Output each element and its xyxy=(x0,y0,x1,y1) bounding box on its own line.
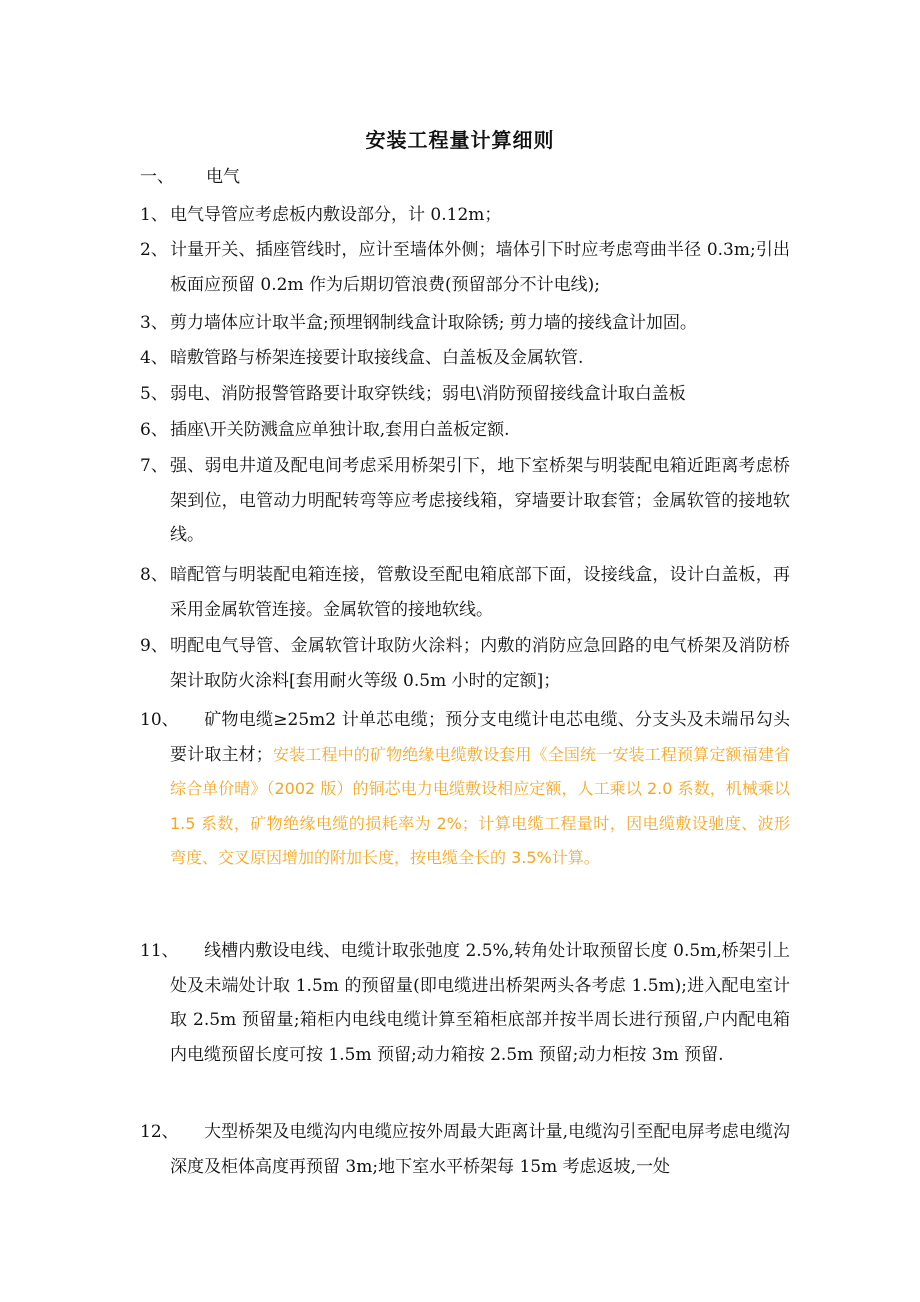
item-text: 插座\开关防溅盒应单独计取,套用白盖板定额. xyxy=(170,420,510,440)
item-text-main: 线槽内敷设电线、电缆计取张弛度 2.5%,转角处计取预留长度 0.5m,桥架引上处及未端处计取 1.5m 的预留量(即电缆进出桥架两头各考虑 1.5m);进入配电室计取 2.5m 预留量;箱柜内电线电缆计算至箱柜底部并按半周长进行预留,户内配电箱内电缆预留长度可按 1.5m 预留;动力箱按 2.5m 预留;动力柜按 3m 预留. xyxy=(170,941,790,1065)
item-number: 2、 xyxy=(140,240,168,260)
item-number: 1、 xyxy=(140,205,168,225)
list-item xyxy=(140,1115,790,1184)
item-number: 8、 xyxy=(140,565,168,585)
item-number: 10、 xyxy=(140,710,179,730)
list-item xyxy=(140,449,790,553)
list-item xyxy=(140,629,790,698)
section-number: 一、 xyxy=(140,167,174,187)
list-item xyxy=(140,377,790,412)
item-text: 暗配管与明装配电箱连接，管敷设至配电箱底部下面，设接线盒，设计白盖板，再采用金属软管连接。金属软管的接地软线。 xyxy=(170,565,790,620)
item-number: 4、 xyxy=(140,348,168,368)
item-number: 6、 xyxy=(140,420,168,440)
item-text: 计量开关、插座管线时，应计至墙体外侧；墙体引下时应考虑弯曲半径 0.3m;引出板面应预留 0.2m 作为后期切管浪费(预留部分不计电线); xyxy=(170,240,790,295)
item-text: 弱电、消防报警管路要计取穿铁线；弱电\消防预留接线盒计取白盖板 xyxy=(170,384,686,404)
item-text xyxy=(170,934,790,1072)
document-title: 安装工程量计算细则 xyxy=(365,128,555,152)
list-item xyxy=(140,413,790,448)
section-label: 电气 xyxy=(206,167,240,187)
list-item xyxy=(140,934,790,1072)
section-heading xyxy=(140,162,240,187)
item-number: 11、 xyxy=(140,941,179,961)
item-text: 剪力墙体应计取半盒;预埋钢制线盒计取除锈; 剪力墙的接线盒计加固。 xyxy=(170,313,697,333)
item-text xyxy=(170,1115,790,1184)
item-text: 强、弱电井道及配电间考虑采用桥架引下，地下室桥架与明装配电箱近距离考虑桥架到位，电管动力明配转弯等应考虑接线箱，穿墙要计取套管；金属软管的接地软线。 xyxy=(170,456,790,545)
item-number: 5、 xyxy=(140,384,168,404)
item-text: 电气导管应考虑板内敷设部分，计 0.12m； xyxy=(170,205,502,225)
list-item xyxy=(140,198,790,233)
item-text xyxy=(170,703,790,876)
list-item xyxy=(140,558,790,627)
item-number: 3、 xyxy=(140,313,168,333)
item-text: 暗敷管路与桥架连接要计取接线盒、白盖板及金属软管. xyxy=(170,348,584,368)
list-item xyxy=(140,233,790,302)
item-number: 9、 xyxy=(140,636,168,656)
item-text-highlight: 安装工程中的矿物绝缘电缆敷设套用《全国统一安装工程预算定额福建省综合单价晴》（2002 版）的铜芯电力电缆敷设相应定额，人工乘以 2.0 系数，机械乘以 1.5 系数，矿物绝缘电缆的损耗率为 2%；计算电缆工程量时，因电缆敷设驰度、波形弯度、交叉原因增加的附加长度，按电缆全长的 3.5%计算。 xyxy=(170,744,790,867)
list-item xyxy=(140,306,790,341)
item-number: 12、 xyxy=(140,1122,179,1142)
list-item xyxy=(140,341,790,376)
item-text-main: 矿物电缆≥25m2 计单芯电缆；预分支电缆计电芯电缆、分支头及未端吊勾头要计取主材； xyxy=(170,710,790,765)
list-item xyxy=(140,703,790,876)
item-text: 明配电气导管、金属软管计取防火涂料；内敷的消防应急回路的电气桥架及消防桥架计取防火涂料[套用耐火等级 0.5m 小时的定额]； xyxy=(170,636,790,691)
item-text-main: 大型桥架及电缆沟内电缆应按外周最大距离计量,电缆沟引至配电屏考虑电缆沟深度及柜体高度再预留 3m;地下室水平桥架每 15m 考虑返坡,一处 xyxy=(170,1122,790,1177)
item-number: 7、 xyxy=(140,456,168,476)
